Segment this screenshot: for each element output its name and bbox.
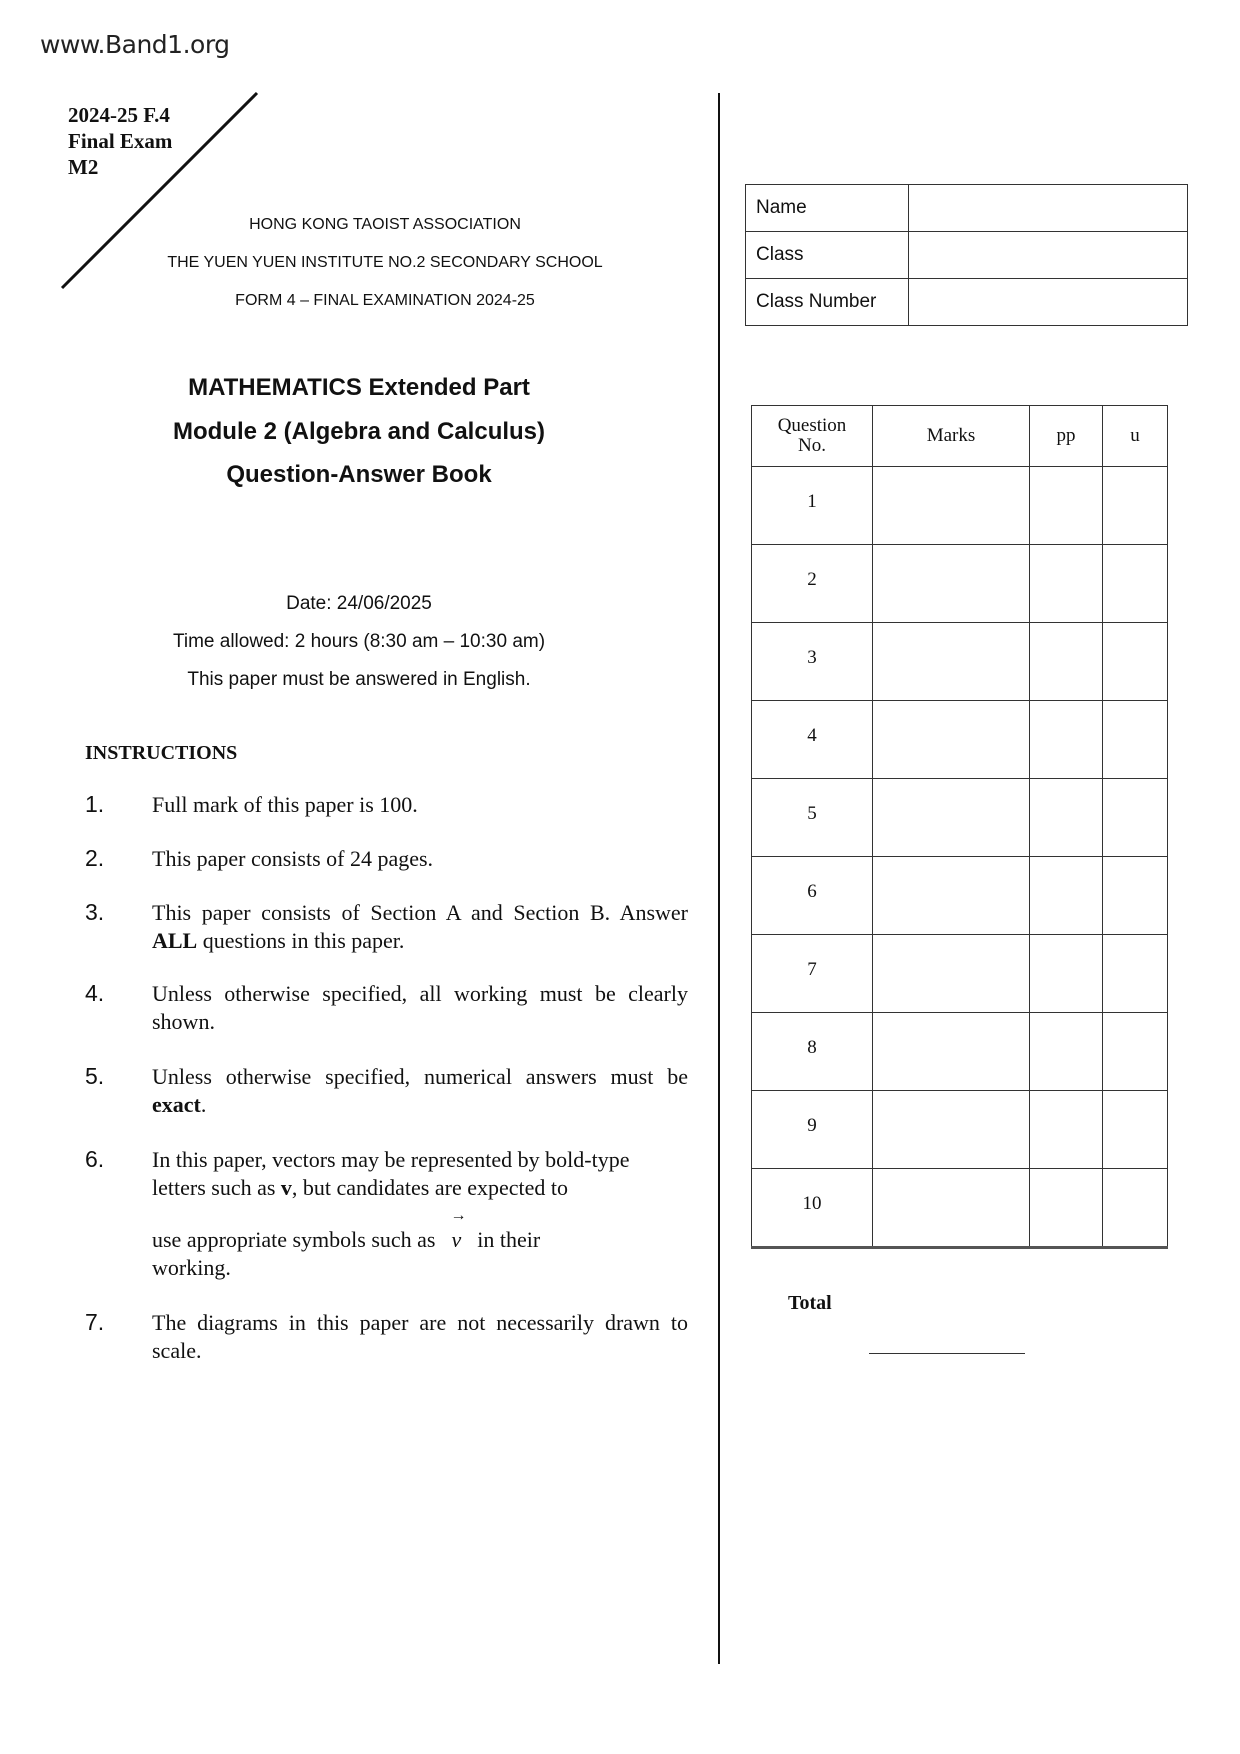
marks-row	[752, 545, 1168, 623]
question-number: 4	[752, 701, 873, 779]
u-cell[interactable]	[1103, 935, 1168, 1013]
item-text	[152, 899, 688, 955]
question-number: 1	[752, 467, 873, 545]
marks-row	[752, 779, 1168, 857]
module-title: Module 2 (Algebra and Calculus)	[172, 418, 546, 445]
u-cell[interactable]	[1103, 467, 1168, 545]
tag-module: M2	[68, 155, 99, 179]
marks-row	[752, 1013, 1168, 1091]
marks-table	[751, 405, 1168, 1249]
pp-header: pp	[1030, 406, 1103, 467]
class-number-label: Class Number	[746, 279, 909, 326]
u-cell[interactable]	[1103, 701, 1168, 779]
marks-row	[752, 935, 1168, 1013]
item-number: 3.	[85, 899, 105, 925]
marks-header: Marks	[873, 406, 1030, 467]
question-number: 9	[752, 1091, 873, 1169]
total-underline[interactable]	[869, 1353, 1025, 1354]
text-part: questions in this paper.	[197, 928, 405, 953]
u-cell[interactable]	[1103, 857, 1168, 935]
item-number: 7.	[85, 1309, 105, 1335]
text-part: In this paper, vectors may be represented by bold-type letters such as	[152, 1147, 630, 1200]
question-no-header	[752, 406, 873, 467]
class-number-row	[746, 279, 1188, 326]
marks-cell[interactable]	[873, 1091, 1030, 1169]
class-number-field[interactable]	[909, 279, 1188, 326]
tag-year-form: 2024-25 F.4	[68, 103, 170, 127]
text-part: in their	[477, 1227, 541, 1252]
u-cell[interactable]	[1103, 1169, 1168, 1248]
time-allowed: Time allowed: 2 hours (8:30 am – 10:30 am)	[172, 631, 546, 652]
item-text-line	[152, 1207, 688, 1254]
tag-exam: Final Exam	[68, 129, 173, 153]
u-cell[interactable]	[1103, 623, 1168, 701]
marks-row	[752, 1091, 1168, 1169]
exam-date: Date: 24/06/2025	[286, 593, 432, 614]
marks-row	[752, 467, 1168, 545]
pp-cell[interactable]	[1030, 623, 1103, 701]
marks-cell[interactable]	[873, 1169, 1030, 1248]
book-title: Question-Answer Book	[226, 461, 492, 488]
vector-letter: v	[451, 1227, 462, 1252]
marks-cell[interactable]	[873, 779, 1030, 857]
item-text-line: working.	[152, 1255, 231, 1280]
vector-symbol	[450, 1207, 467, 1254]
pp-cell[interactable]	[1030, 857, 1103, 935]
pp-cell[interactable]	[1030, 545, 1103, 623]
question-number: 3	[752, 623, 873, 701]
vector-arrow-icon: →	[450, 1207, 467, 1224]
pp-cell[interactable]	[1030, 1013, 1103, 1091]
u-cell[interactable]	[1103, 1091, 1168, 1169]
text-part: .	[200, 1092, 207, 1117]
language-note: This paper must be answered in English.	[187, 669, 531, 690]
item-text: The diagrams in this paper are not necessarily drawn to scale.	[152, 1310, 688, 1363]
page-divider	[718, 93, 720, 1664]
marks-cell[interactable]	[873, 701, 1030, 779]
item-text: Full mark of this paper is 100.	[152, 792, 418, 817]
text-part: Unless otherwise specified, numerical answers must be	[152, 1064, 688, 1089]
item-text	[152, 1146, 688, 1202]
exam-name: FORM 4 – FINAL EXAMINATION 2024-25	[235, 292, 535, 309]
pp-cell[interactable]	[1030, 701, 1103, 779]
marks-row	[752, 701, 1168, 779]
question-number: 7	[752, 935, 873, 1013]
text-part: , but candidates are expected to	[291, 1175, 569, 1200]
watermark: www.Band1.org	[40, 30, 230, 59]
item-text: Unless otherwise specified, all working must be clearly shown.	[152, 981, 688, 1034]
marks-cell[interactable]	[873, 467, 1030, 545]
bold-text: v	[280, 1175, 292, 1200]
text-part: This paper consists of Section A and Section B. Answer	[152, 900, 688, 925]
class-field[interactable]	[909, 232, 1188, 279]
marks-row	[752, 1169, 1168, 1248]
school-name: THE YUEN YUEN INSTITUTE NO.2 SECONDARY SCHOOL	[167, 254, 603, 271]
u-cell[interactable]	[1103, 1013, 1168, 1091]
item-number: 4.	[85, 980, 105, 1006]
question-number: 2	[752, 545, 873, 623]
u-cell[interactable]	[1103, 779, 1168, 857]
pp-cell[interactable]	[1030, 1169, 1103, 1248]
u-cell[interactable]	[1103, 545, 1168, 623]
organisation: HONG KONG TAOIST ASSOCIATION	[249, 216, 521, 233]
marks-cell[interactable]	[873, 545, 1030, 623]
question-number: 8	[752, 1013, 873, 1091]
item-number: 5.	[85, 1063, 105, 1089]
header-text: No.	[798, 435, 826, 456]
marks-header-row	[752, 406, 1168, 467]
name-field[interactable]	[909, 185, 1188, 232]
item-text	[152, 1063, 688, 1119]
marks-cell[interactable]	[873, 935, 1030, 1013]
marks-cell[interactable]	[873, 857, 1030, 935]
name-row	[746, 185, 1188, 232]
marks-cell[interactable]	[873, 1013, 1030, 1091]
question-number: 6	[752, 857, 873, 935]
question-number: 10	[752, 1169, 873, 1248]
item-number: 1.	[85, 791, 105, 817]
item-number: 2.	[85, 845, 105, 871]
u-header: u	[1103, 406, 1168, 467]
pp-cell[interactable]	[1030, 1091, 1103, 1169]
total-label: Total	[788, 1292, 832, 1314]
header-text: Question	[777, 415, 847, 436]
pp-cell[interactable]	[1030, 935, 1103, 1013]
name-label: Name	[746, 185, 909, 232]
item-text: This paper consists of 24 pages.	[152, 846, 434, 871]
marks-cell[interactable]	[873, 623, 1030, 701]
bold-text: ALL	[152, 928, 198, 953]
pp-cell[interactable]	[1030, 779, 1103, 857]
question-number: 5	[752, 779, 873, 857]
marks-row	[752, 857, 1168, 935]
student-info-table	[745, 184, 1188, 326]
class-label: Class	[746, 232, 909, 279]
class-row	[746, 232, 1188, 279]
pp-cell[interactable]	[1030, 467, 1103, 545]
item-number: 6.	[85, 1146, 105, 1172]
text-part: use appropriate symbols such as	[152, 1227, 436, 1252]
instructions-heading: INSTRUCTIONS	[85, 742, 238, 764]
marks-row	[752, 623, 1168, 701]
bold-text: exact	[152, 1092, 201, 1117]
subject-title: MATHEMATICS Extended Part	[188, 374, 530, 401]
